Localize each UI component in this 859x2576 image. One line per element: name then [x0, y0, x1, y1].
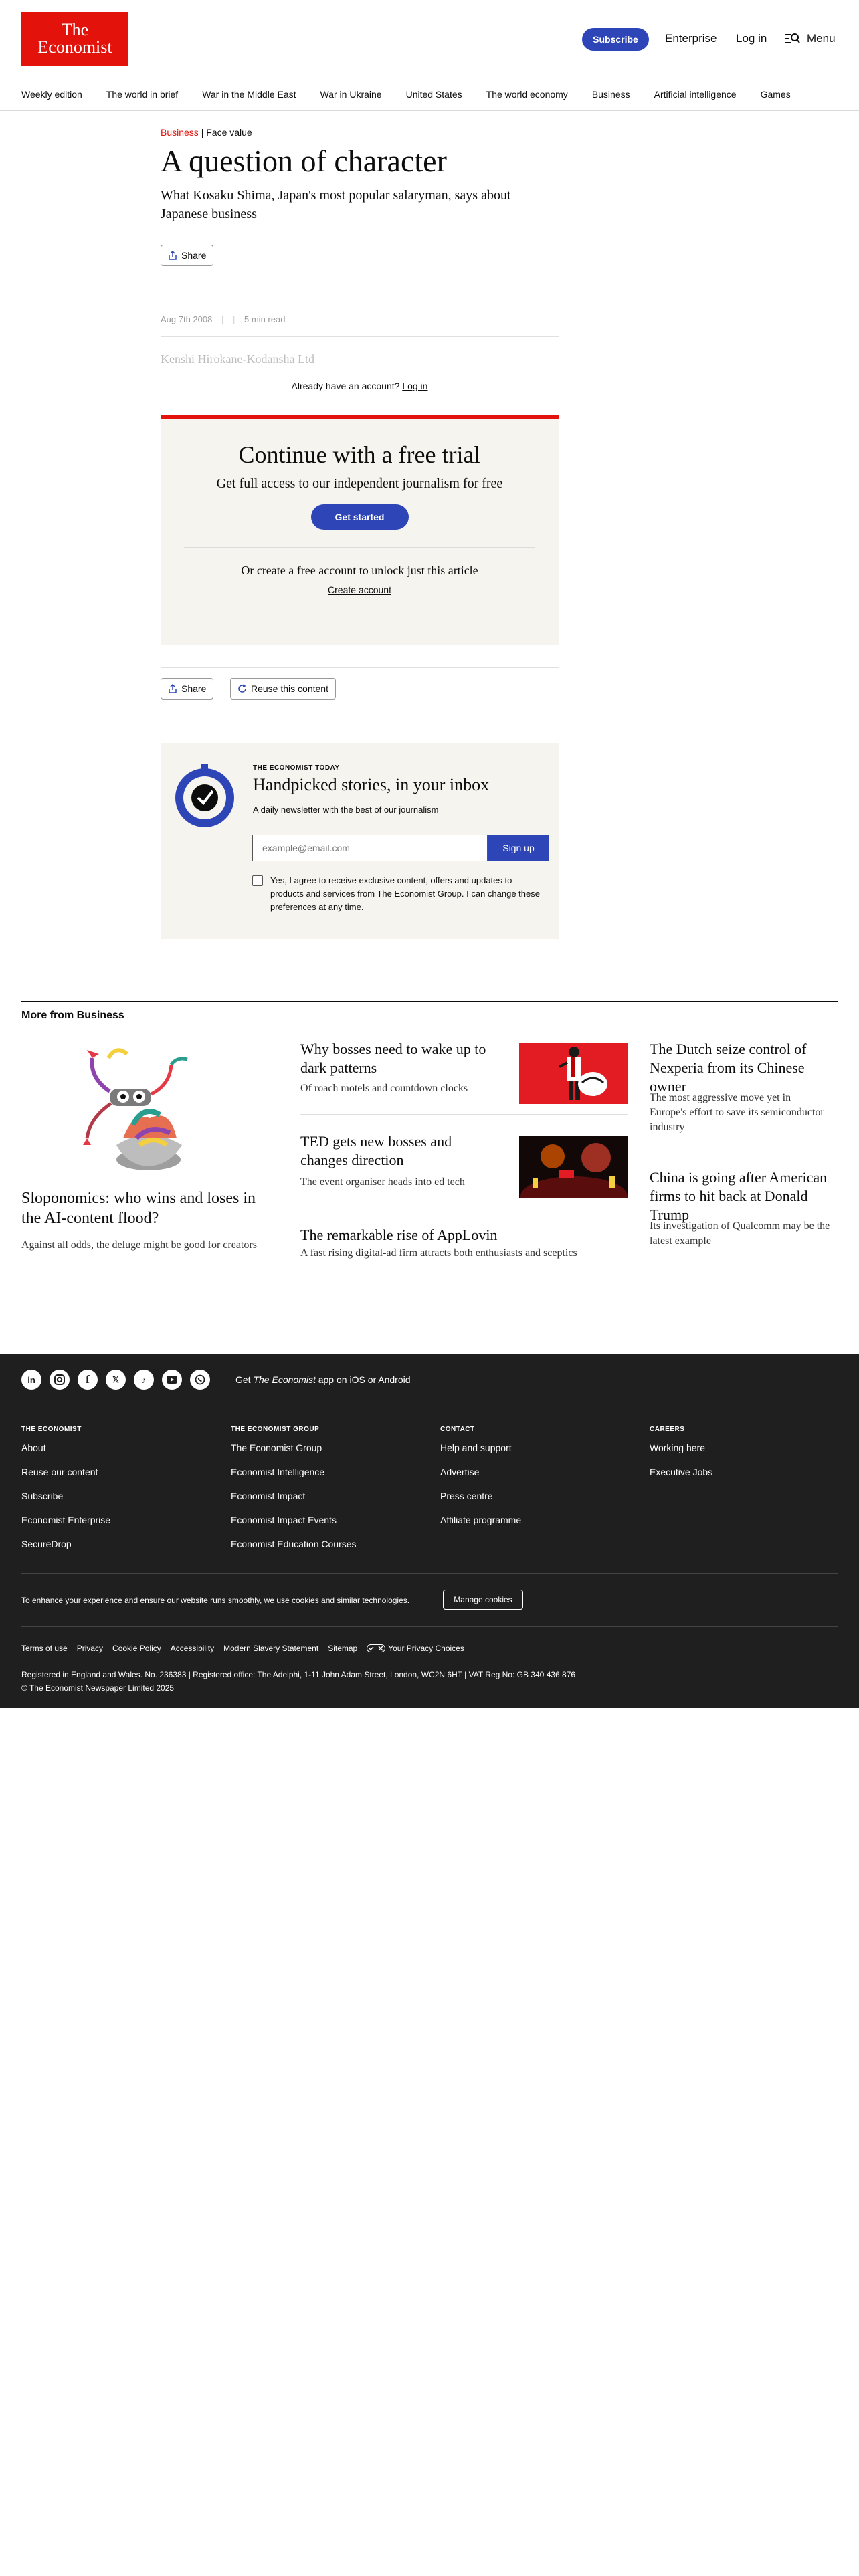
nav-item-games[interactable]: Games [760, 89, 791, 100]
facebook-icon[interactable]: f [78, 1370, 98, 1390]
stopwatch-icon [173, 763, 237, 827]
cookie-notice: To enhance your experience and ensure our website runs smoothly, we use cookies and similar technologies. [21, 1596, 410, 1605]
registered-office: Registered in England and Wales. No. 236383 | Registered office: The Adelphi, 1-11 John Adam Street, London, WC2N 6HT | VAT Reg No: GB 340 436 876 [21, 1670, 576, 1679]
footer-link-help[interactable]: Help and support [440, 1442, 512, 1453]
dark-patterns-image[interactable] [519, 1043, 628, 1104]
newsletter-title: Handpicked stories, in your inbox [253, 775, 490, 794]
already-account-text: Already have an account? [291, 381, 400, 391]
story-dek-applovin: A fast rising digital-ad firm attracts both enthusiasts and sceptics [300, 1247, 577, 1259]
footer-link-impact[interactable]: Economist Impact [231, 1491, 306, 1501]
terms-link[interactable]: Terms of use [21, 1644, 68, 1653]
privacy-link[interactable]: Privacy [76, 1644, 104, 1653]
reuse-label: Reuse this content [251, 683, 328, 694]
image-credit: Kenshi Hirokane-Kodansha Ltd [161, 352, 314, 366]
footer-link-reuse[interactable]: Reuse our content [21, 1467, 98, 1477]
get-started-button[interactable]: Get started [311, 504, 409, 530]
article-meta: Aug 7th 2008 | | 5 min read [161, 314, 286, 324]
logo-line-2: Economist [37, 37, 112, 57]
privacy-choices-label: Your Privacy Choices [388, 1644, 464, 1653]
accessibility-link[interactable]: Accessibility [170, 1644, 215, 1653]
more-section-rule [21, 1001, 838, 1002]
newsletter-signup [161, 743, 559, 939]
app-text-prefix: Get [235, 1374, 251, 1385]
create-account-prompt: Or create a free account to unlock just this article [241, 564, 478, 577]
cookie-policy-link[interactable]: Cookie Policy [112, 1644, 161, 1653]
footer-link-enterprise[interactable]: Economist Enterprise [21, 1515, 111, 1525]
nav-item-united-states[interactable]: United States [405, 89, 462, 100]
story-dek-china-qualcomm: Its investigation of Qualcomm may be the latest example [650, 1220, 830, 1247]
story-title-nexperia[interactable]: The Dutch seize control of Nexperia from its Chinese owner [650, 1041, 807, 1095]
nav-item-world-economy[interactable]: The world economy [486, 89, 568, 100]
share-divider [161, 667, 559, 668]
youtube-icon[interactable] [162, 1370, 182, 1390]
menu-button[interactable]: Menu [807, 32, 836, 45]
ted-stage-image[interactable] [519, 1136, 628, 1198]
footer-link-securedrop[interactable]: SecureDrop [21, 1539, 72, 1549]
ios-link[interactable]: iOS [349, 1374, 365, 1385]
privacy-choices-link[interactable] [367, 1644, 464, 1653]
footer-link-about[interactable]: About [21, 1442, 46, 1453]
whatsapp-icon[interactable] [190, 1370, 210, 1390]
footer-divider [21, 1573, 838, 1574]
rubric: Face value [206, 127, 252, 138]
footer-link-group[interactable]: The Economist Group [231, 1442, 322, 1453]
meta-divider [161, 336, 559, 337]
tiktok-icon[interactable]: ♪ [134, 1370, 154, 1390]
registration-info [21, 1668, 575, 1695]
login-link[interactable]: Log in [736, 32, 767, 45]
refresh-icon [237, 684, 247, 693]
footer-link-education[interactable]: Economist Education Courses [231, 1539, 357, 1549]
article-title: A question of character [161, 144, 447, 178]
x-icon[interactable]: 𝕏 [106, 1370, 126, 1390]
nav-item-business[interactable]: Business [591, 89, 630, 100]
footer-heading: THE ECONOMIST GROUP [231, 1426, 320, 1433]
privacy-choices-icon [367, 1644, 385, 1652]
paywall-panel [161, 415, 559, 645]
paywall-divider [184, 547, 535, 548]
sitemap-link[interactable]: Sitemap [328, 1644, 358, 1653]
footer-link-subscribe[interactable]: Subscribe [21, 1491, 64, 1501]
app-download [235, 1374, 411, 1385]
economist-logo[interactable] [21, 12, 128, 66]
story-title-sloponomics[interactable]: Sloponomics: who wins and loses in the AI-content flood? [21, 1190, 256, 1227]
footer-column-economist [21, 1426, 110, 1563]
linkedin-icon[interactable]: in [21, 1370, 41, 1390]
story-dek-ted: The event organiser heads into ed tech [300, 1176, 465, 1188]
story-title-dark-patterns[interactable]: Why bosses need to wake up to dark patterns [300, 1041, 486, 1076]
logo-line-1: The [61, 20, 89, 39]
app-text-mid: app on [318, 1374, 347, 1385]
footer-heading: CONTACT [440, 1426, 475, 1433]
copyright: © The Economist Newspaper Limited 2025 [21, 1683, 175, 1693]
create-account-link[interactable]: Create account [328, 584, 391, 595]
paywall-login-link[interactable]: Log in [402, 381, 428, 391]
kicker-separator: | [201, 127, 204, 138]
footer-link-affiliate[interactable]: Affiliate programme [440, 1515, 522, 1525]
story-dek-dark-patterns: Of roach motels and countdown clocks [300, 1083, 468, 1094]
nav-item-ai[interactable]: Artificial intelligence [654, 89, 737, 100]
app-text-or: or [367, 1374, 377, 1385]
already-account [161, 381, 559, 391]
consent-checkbox[interactable] [252, 875, 263, 886]
footer-heading: CAREERS [650, 1426, 685, 1433]
footer-divider [21, 1626, 838, 1627]
enterprise-link[interactable]: Enterprise [665, 32, 717, 45]
section-link[interactable]: Business [161, 127, 199, 138]
legal-links [21, 1644, 464, 1653]
footer-link-working-here[interactable]: Working here [650, 1442, 706, 1453]
more-from-heading: More from Business [21, 1010, 124, 1021]
paywall-subtitle: Get full access to our independent journalism for free [216, 476, 503, 491]
story-title-china-qualcomm[interactable]: China is going after American firms to hit back at Donald Trump [650, 1169, 828, 1223]
story-title-ted[interactable]: TED gets new bosses and changes direction [300, 1133, 452, 1168]
instagram-glyph [54, 1374, 65, 1385]
footer-link-press[interactable]: Press centre [440, 1491, 493, 1501]
story-dek-sloponomics: Against all odds, the deluge might be good for creators [21, 1239, 257, 1251]
whatsapp-glyph [195, 1374, 205, 1385]
share-icon [168, 684, 177, 693]
share-button-bottom[interactable] [161, 678, 213, 700]
section-nav [0, 78, 859, 111]
footer-link-intelligence[interactable]: Economist Intelligence [231, 1467, 325, 1477]
site-footer [0, 1354, 859, 1708]
footer-link-executive-jobs[interactable]: Executive Jobs [650, 1467, 713, 1477]
newsletter-eyebrow: THE ECONOMIST TODAY [253, 764, 340, 772]
subscribe-button[interactable]: Subscribe [582, 28, 649, 51]
story-title-applovin[interactable]: The remarkable rise of AppLovin [300, 1226, 498, 1243]
menu-search-icon[interactable] [785, 32, 800, 45]
read-time: 5 min read [244, 314, 286, 324]
newsletter-description: A daily newsletter with the best of our journalism [253, 804, 439, 815]
footer-heading: THE ECONOMIST [21, 1426, 82, 1433]
share-label: Share [181, 683, 207, 694]
modern-slavery-link[interactable]: Modern Slavery Statement [223, 1644, 319, 1653]
share-label: Share [181, 250, 207, 261]
youtube-glyph [167, 1376, 177, 1384]
footer-column-group [231, 1426, 357, 1563]
footer-link-impact-events[interactable]: Economist Impact Events [231, 1515, 337, 1525]
nav-item-middle-east[interactable]: War in the Middle East [202, 89, 296, 100]
footer-column-contact [440, 1426, 521, 1539]
nav-item-weekly-edition[interactable]: Weekly edition [21, 89, 82, 100]
story-dek-nexperia: The most aggressive move yet in Europe's effort to save its semiconductor industry [650, 1092, 824, 1133]
footer-link-advertise[interactable]: Advertise [440, 1467, 480, 1477]
share-button-top[interactable] [161, 245, 213, 266]
consent-text: Yes, I agree to receive exclusive content, offers and updates to products and services from The Economist Group. I can change these preferences at any time. [270, 875, 540, 912]
sloponomics-illustration[interactable] [70, 1045, 223, 1178]
share-icon [168, 251, 177, 260]
sign-up-button[interactable]: Sign up [488, 835, 549, 861]
nav-item-world-in-brief[interactable]: The world in brief [106, 89, 179, 100]
email-field[interactable] [252, 835, 488, 861]
article-kicker [161, 127, 252, 138]
site-header [0, 0, 859, 78]
app-text-name: The Economist [253, 1374, 316, 1385]
manage-cookies-button[interactable]: Manage cookies [443, 1590, 523, 1610]
story-divider [300, 1114, 628, 1115]
nav-item-ukraine[interactable]: War in Ukraine [320, 89, 382, 100]
footer-column-careers [650, 1426, 712, 1491]
article-standfirst: What Kosaku Shima, Japan's most popular salaryman, says about Japanese business [161, 188, 511, 221]
paywall-title: Continue with a free trial [238, 441, 481, 468]
publish-date: Aug 7th 2008 [161, 314, 213, 324]
reuse-content-button[interactable] [230, 678, 336, 700]
instagram-icon[interactable] [50, 1370, 70, 1390]
android-link[interactable]: Android [378, 1374, 411, 1385]
